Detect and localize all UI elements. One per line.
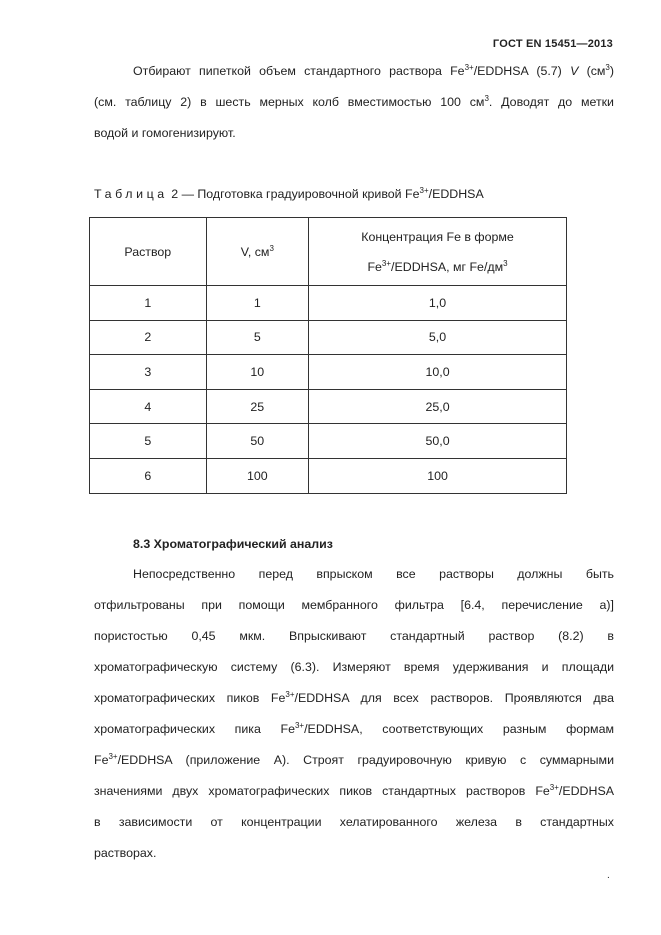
para1-line1: [133, 64, 614, 78]
cell-volume: 25: [206, 389, 309, 424]
header-text: Fe: [367, 259, 382, 274]
cell-concentration: 1,0: [309, 286, 567, 321]
caption-text: 2 — Подготовка градуировочной кривой Fe: [167, 187, 420, 201]
variable-v: V: [570, 64, 579, 78]
section-line-8: [94, 784, 614, 798]
header-text-line2: [309, 252, 566, 282]
superscript: 3+: [294, 720, 305, 730]
cell-solution: 4: [90, 389, 207, 424]
superscript: 3+: [381, 258, 392, 268]
header-concentration: [309, 218, 567, 286]
section-line-4: хроматографическую систему (6.3). Измеряют время удерживания и площади: [94, 660, 614, 674]
section-title: 8.3 Хроматографический анализ: [133, 537, 333, 551]
table-caption: [94, 187, 484, 201]
cell-solution: 6: [90, 458, 207, 493]
header-text: V, см: [240, 244, 270, 259]
superscript: 3+: [549, 782, 559, 792]
header-solution: Раствор: [90, 218, 207, 286]
table-row: [90, 389, 567, 424]
section-line-7: [94, 753, 614, 767]
superscript: 3+: [419, 185, 429, 195]
text-fragment: хроматографических пика Fe: [94, 722, 295, 736]
section-line-1: Непосредственно перед впрыском все растворы должны быть: [133, 567, 614, 581]
header-volume: [206, 218, 309, 286]
superscript: 3: [484, 93, 489, 103]
text-fragment: /EDDHSA, соответствующих разным формам: [304, 722, 614, 736]
text-fragment: (см: [578, 64, 606, 78]
text-fragment: Fe: [94, 753, 109, 767]
superscript: 3: [269, 243, 274, 253]
cell-volume: 1: [206, 286, 309, 321]
table-header-row: [90, 218, 567, 286]
header-text: /EDDHSA, мг Fe/дм: [391, 259, 504, 274]
text-fragment: . Доводят до метки: [488, 95, 614, 109]
cell-volume: 10: [206, 355, 309, 390]
document-header: ГОСТ EN 15451—2013: [492, 38, 613, 50]
superscript: 3: [503, 258, 508, 268]
cell-volume: 50: [206, 424, 309, 459]
cell-concentration: 50,0: [309, 424, 567, 459]
text-fragment: /EDDHSA (5.7): [473, 64, 571, 78]
header-text: Концентрация Fe в форме: [361, 229, 514, 244]
section-line-10: растворах.: [94, 846, 157, 860]
section-line-9: в зависимости от концентрации хелатированного железа в стандартных: [94, 815, 614, 829]
table-row: [90, 355, 567, 390]
table-row: [90, 286, 567, 321]
superscript: 3: [605, 62, 610, 72]
text-fragment: Отбирают пипеткой объем стандартного раствора Fe: [133, 64, 465, 78]
cell-concentration: 5,0: [309, 320, 567, 355]
table-row: [90, 424, 567, 459]
text-fragment: /EDDHSA для всех растворов. Проявляются два: [294, 691, 614, 705]
text-fragment: /EDDHSA: [558, 784, 614, 798]
text-fragment: (см. таблицу 2) в шесть мерных колб вместимостью 100 см: [94, 95, 485, 109]
table-row: [90, 458, 567, 493]
cell-concentration: 25,0: [309, 389, 567, 424]
superscript: 3+: [108, 751, 118, 761]
table-row: [90, 320, 567, 355]
section-line-5: [94, 691, 614, 705]
section-line-6: [94, 722, 614, 736]
text-fragment: хроматографических пиков Fe: [94, 691, 286, 705]
cell-solution: 3: [90, 355, 207, 390]
cell-solution: 5: [90, 424, 207, 459]
section-line-2: отфильтрованы при помощи мембранного фильтра [6.4, перечисление а)]: [94, 598, 614, 612]
calibration-table: [89, 217, 567, 494]
para1-line2: [94, 95, 614, 109]
text-fragment: ): [609, 64, 614, 78]
text-fragment: /EDDHSA (приложение А). Строят градуировочную кривую с суммарными: [117, 753, 614, 767]
cell-concentration: 10,0: [309, 355, 567, 390]
text-fragment: значениями двух хроматографических пиков стандартных растворов Fe: [94, 784, 550, 798]
cell-concentration: 100: [309, 458, 567, 493]
superscript: 3+: [464, 62, 474, 72]
cell-solution: 2: [90, 320, 207, 355]
page-mark: .: [607, 870, 610, 881]
superscript: 3+: [285, 689, 295, 699]
caption-text: /EDDHSA: [428, 187, 484, 201]
para1-line3: водой и гомогенизируют.: [94, 126, 236, 140]
cell-volume: 100: [206, 458, 309, 493]
section-line-3: пористостью 0,45 мкм. Впрыскивают стандартный раствор (8.2) в: [94, 629, 614, 643]
cell-volume: 5: [206, 320, 309, 355]
cell-solution: 1: [90, 286, 207, 321]
caption-label: Таблица: [94, 187, 168, 201]
